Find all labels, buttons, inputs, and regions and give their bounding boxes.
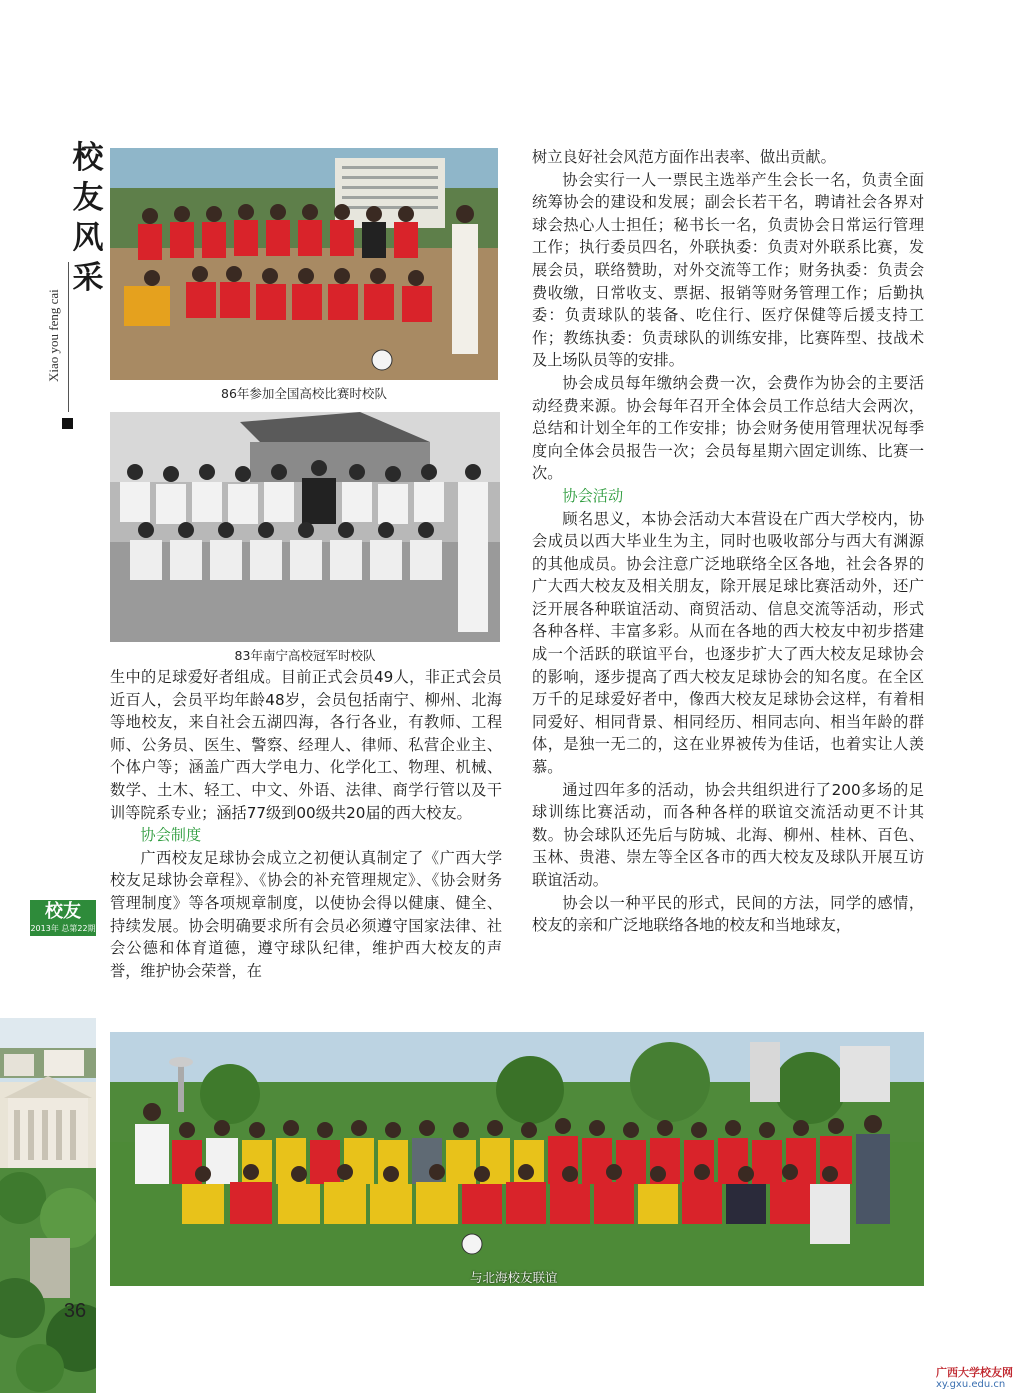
section-title-char-1: 校 [72, 140, 104, 176]
photo-2-caption: 83年南宁高校冠军时校队 [234, 648, 376, 663]
photo-3-caption: 与北海校友联谊 [470, 1270, 558, 1285]
right-paragraph-2: 协会成员每年缴纳会费一次，会费作为协会的主要活动经费来源。协会每年召开全体会员工作总结大会两次，总结和计划全年的工作安排；协会财务使用管理状况每季度向全体会员报告一次；会员每星期六固定训练、比赛一次。 [532, 373, 924, 483]
heading-association-rules: 协会制度 [140, 826, 202, 845]
side-divider [68, 262, 69, 412]
photo-1986-team [110, 148, 498, 380]
section-title-char-4: 采 [72, 260, 104, 296]
section-title [68, 138, 108, 298]
left-paragraph-1: 生中的足球爱好者组成。目前正式会员49人，非正式会员近百人，会员平均年龄48岁，会员包括南宁、柳州、北海等地校友，来自社会五湖四海，各行各业，有教师、工程师、公务员、医生、警察、经理人、律师、私营企业主、个体户等；涵盖广西大学电力、化学化工、物理、机械、数学、土木、轻工、中文、外语、法律、商学行管以及干训等院系专业；涵括77级到00级共20届的西大校友。 [110, 668, 502, 822]
section-title-char-2: 友 [72, 180, 104, 216]
footer-brand [936, 1367, 1020, 1391]
left-column [110, 666, 502, 982]
right-paragraph-0: 树立良好社会风范方面作出表率、做出贡献。 [532, 148, 836, 166]
right-column [532, 146, 924, 937]
photo-1983-team [110, 412, 500, 642]
right-paragraph-5: 协会以一种平民的形式，民间的方法，同学的感情，校友的亲和广泛地联络各地的校友和当地球友， [532, 893, 924, 935]
section-title-char-3: 风 [72, 220, 104, 256]
page-number: 36 [63, 1300, 87, 1322]
photo-beihai-alumni [110, 1032, 924, 1286]
photo-1-caption: 86年参加全国高校比赛时校队 [221, 386, 387, 401]
campus-strip-image [0, 1018, 96, 1393]
magazine-badge [30, 900, 96, 936]
right-paragraph-4: 通过四年多的活动，协会共组织进行了200多场的足球训练比赛活动，而各种各样的联谊交流活动更不计其数。协会球队还先后与防城、北海、柳州、桂林、百色、玉林、贵港、崇左等全区各市的西大校友及球队开展互访联谊活动。 [532, 780, 924, 889]
side-square-marker [62, 418, 73, 429]
footer-brand-url: xy.gxu.edu.cn [936, 1379, 1006, 1390]
footer-brand-name: 广西大学校友网 [936, 1366, 1013, 1379]
left-paragraph-2: 广西校友足球协会成立之初便认真制定了《广西大学校友足球协会章程》、《协会的补充管理规定》、《协会财务管理制度》等各项规章制度，以使协会得以健康、健全、持续发展。协会明确要求所有会员必须遵守国家法律、社会公德和体育道德，遵守球队纪律，维护西大校友的声誉，维护协会荣誉，在 [110, 848, 502, 980]
right-paragraph-3: 顾名思义，本协会活动大本营设在广西大学校内，协会成员以西大毕业生为主，同时也吸收部分与西大有渊源的其他成员。协会注意广泛地联络全区各地，社会各界的广大西大校友及相关朋友，除开展足球比赛活动外，还广泛开展各种联谊活动、商贸活动、信息交流等活动，形式各种各样、丰富多彩。从而在各地的西大校友中初步搭建成一个活跃的联谊平台，也逐步扩大了西大校友足球协会的影响，逐步提高了西大校友足球协会的知名度。在全区万千的足球爱好者中，像西大校友足球协会这样，有着相同爱好、相同背景、相同经历、相同志向、相当年龄的群体，是独一无二的，这在业界被传为佳话，也着实让人羡慕。 [532, 509, 924, 777]
badge-issue: 2013年 总第22期 [30, 924, 96, 933]
badge-title: 校友 [45, 901, 81, 922]
heading-association-activities: 协会活动 [562, 486, 624, 505]
right-paragraph-1: 协会实行一人一票民主选举产生会长一名，负责全面统筹协会的建设和发展；副会长若干名，聘请社会各界对球会热心人士担任；秘书长一名，负责协会日常运行管理工作；执行委员四名，外联执委：负责对外联系比赛，发展会员，联络赞助，对外交流等工作；财务执委：负责会费收缴，日常收支、票据、报销等财务管理工作；后勤执委：负责球队的装备、吃住行、医疗保健等后援支持工作；教练执委：负责球队的训练安排，比赛阵型、技战术及上场队员等的安排。 [532, 170, 924, 370]
section-pinyin: Xiao you feng cai [46, 289, 61, 382]
